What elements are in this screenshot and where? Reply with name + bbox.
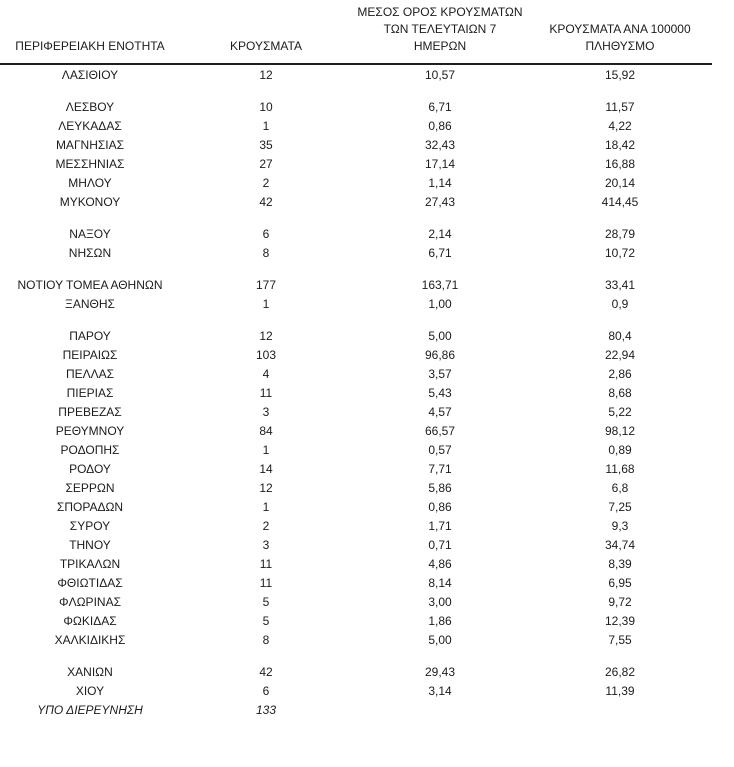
per100k-cell: 34,74 — [604, 537, 636, 552]
cases-cell: 12 — [259, 328, 273, 343]
cases-cell: 8 — [262, 245, 270, 260]
per100k-cell: 16,88 — [604, 156, 636, 171]
avg7-cell: 27,43 — [424, 194, 456, 209]
group-spacer-cell — [0, 84, 712, 97]
region-name-cell: ΜΑΓΝΗΣΙΑΣ — [55, 137, 125, 152]
table-body — [0, 64, 712, 719]
cases-cell: 11 — [259, 575, 273, 590]
col-header-region-line: ΠΕΡΙΦΕΡΕΙΑΚΗ ΕΝΟΤΗΤΑ — [15, 39, 165, 53]
per100k-cell: 8,68 — [608, 385, 632, 400]
header-row — [0, 0, 712, 64]
table-row — [0, 135, 712, 154]
group-spacer — [0, 84, 712, 97]
per100k-cell: 7,55 — [608, 632, 632, 647]
cases-cell: 6 — [262, 226, 270, 241]
group-spacer — [0, 262, 712, 275]
per100k-cell: 22,94 — [604, 347, 636, 362]
region-name-cell: ΤΗΝΟΥ — [69, 537, 111, 552]
cases-cell: 35 — [259, 137, 273, 152]
table-row — [0, 440, 712, 459]
table-header — [0, 0, 712, 64]
cases-cell: 177 — [255, 277, 277, 292]
group-spacer — [0, 649, 712, 662]
table-row — [0, 224, 712, 243]
cases-cell: 84 — [259, 423, 273, 438]
avg7-cell: 3,57 — [428, 366, 452, 381]
cases-cell: 42 — [259, 194, 273, 209]
per100k-cell: 5,22 — [608, 404, 632, 419]
group-spacer-cell — [0, 262, 712, 275]
table-row — [0, 700, 712, 719]
table-row — [0, 383, 712, 402]
avg7-cell: 7,71 — [428, 461, 452, 476]
col-header-cases — [180, 0, 352, 64]
table-row — [0, 535, 712, 554]
avg7-cell: 0,71 — [428, 537, 452, 552]
per100k-cell: 9,3 — [611, 518, 629, 533]
region-name-cell: ΜΗΛΟΥ — [68, 175, 112, 190]
region-name-cell: ΡΕΘΥΜΝΟΥ — [55, 423, 125, 438]
avg7-cell: 17,14 — [424, 156, 456, 171]
table-row — [0, 630, 712, 649]
cases-cell: 11 — [259, 556, 273, 571]
per100k-cell: 6,8 — [611, 480, 629, 495]
per100k-cell: 28,79 — [604, 226, 636, 241]
per100k-cell: 26,82 — [604, 664, 636, 679]
table-row — [0, 364, 712, 383]
region-name-cell: ΠΕΙΡΑΙΩΣ — [62, 347, 118, 362]
cases-cell: 12 — [259, 480, 273, 495]
avg7-cell: 4,86 — [428, 556, 452, 571]
table-row — [0, 154, 712, 173]
cases-cell: 42 — [259, 664, 273, 679]
region-name-cell: ΠΕΛΛΑΣ — [65, 366, 115, 381]
table-row — [0, 326, 712, 345]
cases-cell: 12 — [259, 67, 273, 82]
cases-cell: 11 — [259, 385, 273, 400]
per100k-cell: 18,42 — [604, 137, 636, 152]
group-spacer — [0, 313, 712, 326]
col-header-avg7 — [352, 0, 528, 64]
table-row — [0, 497, 712, 516]
region-name-cell: ΠΡΕΒΕΖΑΣ — [58, 404, 122, 419]
avg7-cell — [352, 700, 528, 719]
region-name-cell: ΜΥΚΟΝΟΥ — [59, 194, 121, 209]
cases-cell: 3 — [262, 404, 270, 419]
avg7-cell: 2,14 — [428, 226, 452, 241]
per100k-cell: 7,25 — [608, 499, 632, 514]
table-row — [0, 681, 712, 700]
region-name-cell: ΣΥΡΟΥ — [69, 518, 111, 533]
region-name-cell: ΡΟΔΟΠΗΣ — [60, 442, 120, 457]
avg7-cell: 66,57 — [424, 423, 456, 438]
avg7-cell: 6,71 — [428, 99, 452, 114]
avg7-cell: 5,86 — [428, 480, 452, 495]
cases-cell: 14 — [259, 461, 273, 476]
cases-cell: 133 — [255, 702, 277, 717]
group-spacer-cell — [0, 313, 712, 326]
cases-cell: 1 — [262, 442, 270, 457]
col-header-avg7-line3: ΗΜΕΡΩΝ — [413, 39, 467, 53]
cases-cell: 10 — [259, 99, 273, 114]
per100k-cell: 414,45 — [601, 194, 639, 209]
avg7-cell: 0,86 — [428, 499, 452, 514]
region-name-cell: ΡΟΔΟΥ — [69, 461, 111, 476]
table-row — [0, 243, 712, 262]
region-name-cell: ΦΘΙΩΤΙΔΑΣ — [57, 575, 123, 590]
table-row — [0, 516, 712, 535]
avg7-cell: 3,14 — [428, 683, 452, 698]
col-header-region — [0, 0, 180, 64]
per100k-cell: 98,12 — [604, 423, 636, 438]
per100k-cell: 12,39 — [604, 613, 636, 628]
region-name-cell: ΝΗΣΩΝ — [68, 245, 112, 260]
table-row — [0, 421, 712, 440]
per100k-cell: 2,86 — [608, 366, 632, 381]
cases-cell: 1 — [262, 296, 270, 311]
cases-cell: 27 — [259, 156, 273, 171]
cases-cell: 1 — [262, 499, 270, 514]
table-row — [0, 554, 712, 573]
col-header-avg7-line2: ΤΩΝ ΤΕΛΕΥΤΑΙΩΝ 7 — [383, 22, 497, 36]
table-row — [0, 478, 712, 497]
avg7-cell: 96,86 — [424, 347, 456, 362]
table-row — [0, 402, 712, 421]
avg7-cell: 0,86 — [428, 118, 452, 133]
per100k-cell: 11,68 — [605, 461, 635, 476]
col-header-cases-line: ΚΡΟΥΣΜΑΤΑ — [230, 39, 302, 53]
avg7-cell: 1,14 — [428, 175, 452, 190]
cases-cell: 3 — [262, 537, 270, 552]
cases-cell: 5 — [262, 613, 270, 628]
avg7-cell: 5,00 — [428, 328, 452, 343]
table-row — [0, 97, 712, 116]
avg7-cell: 10,57 — [424, 67, 456, 82]
region-name-cell: ΞΑΝΘΗΣ — [65, 296, 115, 311]
per100k-cell: 33,41 — [604, 277, 636, 292]
per100k-cell: 10,72 — [604, 245, 636, 260]
group-spacer-cell — [0, 649, 712, 662]
region-name-cell: ΝΟΤΙΟΥ ΤΟΜΕΑ ΑΘΗΝΩΝ — [17, 277, 163, 292]
per100k-cell: 11,57 — [605, 99, 635, 114]
col-header-per100k-line2: ΠΛΗΘΥΣΜΟ — [585, 39, 655, 53]
table-row — [0, 192, 712, 211]
avg7-cell: 6,71 — [428, 245, 452, 260]
per100k-cell — [528, 700, 712, 719]
table-row — [0, 294, 712, 313]
region-name-cell: ΠΑΡΟΥ — [69, 328, 111, 343]
region-name-cell: ΜΕΣΣΗΝΙΑΣ — [55, 156, 125, 171]
group-spacer-cell — [0, 211, 712, 224]
per100k-cell: 20,14 — [604, 175, 636, 190]
table-row — [0, 459, 712, 478]
cases-cell: 6 — [262, 683, 270, 698]
per100k-cell: 0,89 — [608, 442, 632, 457]
per100k-cell: 4,22 — [608, 118, 632, 133]
region-name-cell: ΤΡΙΚΑΛΩΝ — [59, 556, 121, 571]
avg7-cell: 1,71 — [428, 518, 452, 533]
cases-cell: 8 — [262, 632, 270, 647]
region-name-cell: ΧΑΛΚΙΔΙΚΗΣ — [54, 632, 126, 647]
avg7-cell: 163,71 — [421, 277, 459, 292]
region-name-cell: ΦΛΩΡΙΝΑΣ — [59, 594, 121, 609]
col-header-per100k — [528, 0, 712, 64]
table-row — [0, 64, 712, 84]
cases-cell: 5 — [262, 594, 270, 609]
avg7-cell: 4,57 — [428, 404, 452, 419]
per100k-cell: 15,92 — [604, 67, 636, 82]
table-row — [0, 275, 712, 294]
avg7-cell: 3,00 — [428, 594, 452, 609]
table-row — [0, 592, 712, 611]
region-name-cell: ΛΕΥΚΑΔΑΣ — [58, 118, 122, 133]
per100k-cell: 9,72 — [608, 594, 632, 609]
per100k-cell: 6,95 — [608, 575, 632, 590]
region-name-cell: ΥΠΟ ΔΙΕΡΕΥΝΗΣΗ — [37, 702, 143, 717]
per100k-cell: 11,39 — [605, 683, 635, 698]
region-name-cell: ΧΑΝΙΩΝ — [67, 664, 113, 679]
cases-cell: 2 — [262, 518, 270, 533]
table-row — [0, 116, 712, 135]
per100k-cell: 0,9 — [611, 296, 629, 311]
group-spacer — [0, 211, 712, 224]
region-name-cell: ΣΠΟΡΑΔΩΝ — [56, 499, 124, 514]
table-row — [0, 573, 712, 592]
table-row — [0, 345, 712, 364]
per100k-cell: 8,39 — [608, 556, 632, 571]
per100k-cell: 80,4 — [608, 328, 632, 343]
region-name-cell: ΦΩΚΙΔΑΣ — [63, 613, 117, 628]
table-row — [0, 611, 712, 630]
avg7-cell: 8,14 — [428, 575, 452, 590]
avg7-cell: 5,00 — [428, 632, 452, 647]
avg7-cell: 32,43 — [424, 137, 456, 152]
avg7-cell: 5,43 — [428, 385, 452, 400]
region-name-cell: ΧΙΟΥ — [75, 683, 105, 698]
table-row — [0, 173, 712, 192]
col-header-avg7-line1: ΜΕΣΟΣ ΟΡΟΣ ΚΡΟΥΣΜΑΤΩΝ — [357, 5, 523, 19]
region-name-cell: ΛΕΣΒΟΥ — [65, 99, 115, 114]
table-row — [0, 662, 712, 681]
avg7-cell: 29,43 — [424, 664, 456, 679]
avg7-cell: 1,86 — [428, 613, 452, 628]
region-name-cell: ΝΑΞΟΥ — [69, 226, 111, 241]
region-name-cell: ΣΕΡΡΩΝ — [65, 480, 115, 495]
cases-cell: 103 — [255, 347, 277, 362]
cases-cell: 1 — [262, 118, 270, 133]
cases-cell: 2 — [262, 175, 270, 190]
cases-cell: 4 — [262, 366, 270, 381]
region-name-cell: ΛΑΣΙΘΙΟΥ — [61, 67, 119, 82]
col-header-per100k-line1: ΚΡΟΥΣΜΑΤΑ ΑΝΑ 100000 — [549, 22, 691, 36]
avg7-cell: 1,00 — [428, 296, 452, 311]
region-name-cell: ΠΙΕΡΙΑΣ — [66, 385, 114, 400]
avg7-cell: 0,57 — [428, 442, 452, 457]
